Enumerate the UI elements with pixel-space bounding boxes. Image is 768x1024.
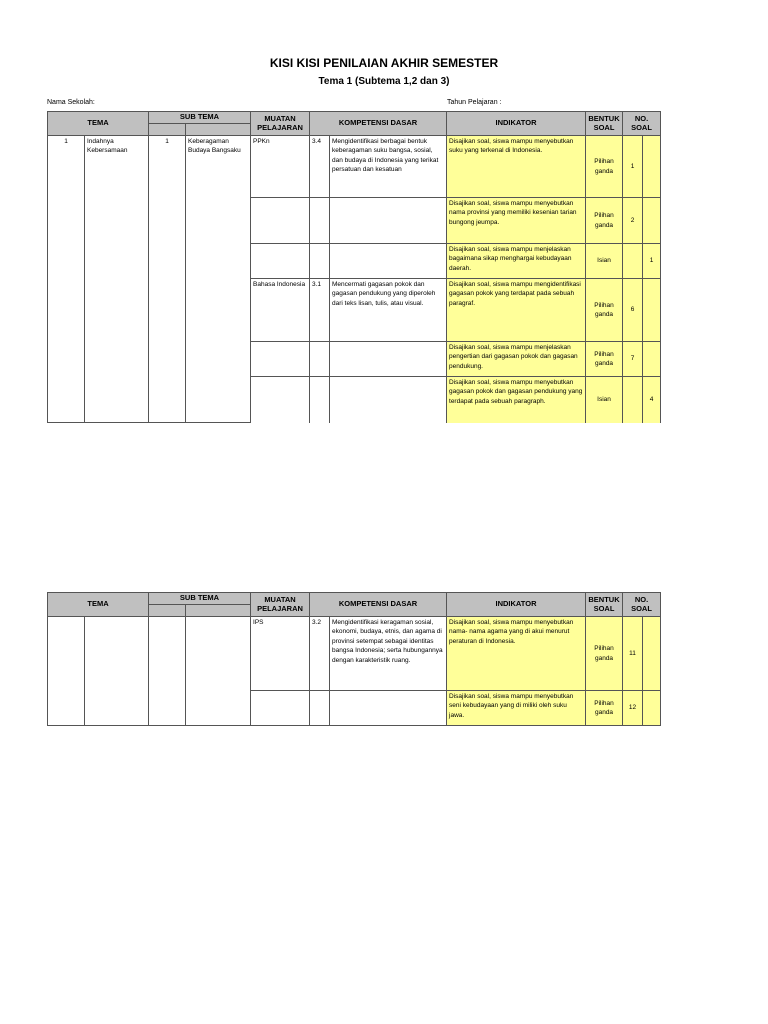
muatan-cell — [251, 198, 310, 244]
muatan-cell — [251, 342, 310, 377]
indikator-cell: Disajikan soal, siswa mampu mengidentifikasi gagasan pokok yang terdapat pada sebuah paragraf. — [447, 279, 586, 342]
school-year-label: Tahun Pelajaran : — [447, 99, 502, 106]
subtema-number — [149, 617, 186, 726]
no-soal-isian-cell — [643, 198, 661, 244]
header-no-soal: NO. SOAL — [623, 593, 661, 617]
kd-number — [310, 377, 330, 423]
indikator-cell: Disajikan soal, siswa mampu menyebutkan suku yang terkenal di Indonesia. — [447, 136, 586, 198]
header-kompetensi: KOMPETENSI DASAR — [310, 593, 447, 617]
no-soal-pg-cell: 12 — [623, 691, 643, 726]
muatan-cell — [251, 691, 310, 726]
subtema-name — [186, 617, 251, 726]
kd-number — [310, 244, 330, 279]
no-soal-pg-cell — [623, 244, 643, 279]
table-row — [48, 617, 661, 691]
kd-text — [330, 342, 447, 377]
header-sub-tema-no — [149, 605, 186, 617]
kd-number — [310, 691, 330, 726]
header-bentuk-soal: BENTUK SOAL — [586, 593, 623, 617]
kd-text — [330, 244, 447, 279]
no-soal-pg-cell — [623, 377, 643, 423]
header-no-soal: NO. SOAL — [623, 112, 661, 136]
no-soal-isian-cell — [643, 691, 661, 726]
tema-number: 1 — [48, 136, 85, 423]
tema-number — [48, 617, 85, 726]
no-soal-isian-cell — [643, 617, 661, 691]
kd-text: Mengidentifikasi keragaman sosial, ekonomi, budaya, etnis, dan agama di provinsi setempat sebagai identitas bangsa Indonesia; serta hubungannya dengan karakteristik ruang. — [330, 617, 447, 691]
indikator-cell: Disajikan soal, siswa mampu menyebutkan gagasan pokok dan gagasan pendukung yang terdapat pada sebuah paragraph. — [447, 377, 586, 423]
school-name-label: Nama Sekolah: — [47, 99, 95, 106]
no-soal-isian-cell: 1 — [643, 244, 661, 279]
tema-name: Indahnya Kebersamaan — [85, 136, 149, 423]
muatan-cell — [251, 244, 310, 279]
no-soal-pg-cell: 6 — [623, 279, 643, 342]
indikator-cell: Disajikan soal, siswa mampu menyebutkan seni kebudayaan yang di miliki oleh suku jawa. — [447, 691, 586, 726]
indikator-cell: Disajikan soal, siswa mampu menyebutkan nama- nama agama yang di akui menurut peraturan di Indonesia. — [447, 617, 586, 691]
kd-text — [330, 198, 447, 244]
header-indikator: INDIKATOR — [447, 593, 586, 617]
no-soal-pg-cell: 11 — [623, 617, 643, 691]
kd-text — [330, 377, 447, 423]
indikator-cell: Disajikan soal, siswa mampu menyebutkan nama provinsi yang memiliki kesenian tarian bungong jeumpa. — [447, 198, 586, 244]
no-soal-pg-cell: 2 — [623, 198, 643, 244]
header-bentuk-soal: BENTUK SOAL — [586, 112, 623, 136]
subtema-number: 1 — [149, 136, 186, 423]
no-soal-pg-cell: 7 — [623, 342, 643, 377]
no-soal-pg-cell: 1 — [623, 136, 643, 198]
grid-table-1 — [47, 111, 661, 423]
muatan-cell: IPS — [251, 617, 310, 691]
indikator-cell: Disajikan soal, siswa mampu menjelaskan bagaimana sikap menghargai kebudayaan daerah. — [447, 244, 586, 279]
header-tema: TEMA — [48, 593, 149, 617]
document-subtitle: Tema 1 (Subtema 1,2 dan 3) — [318, 76, 450, 87]
kd-number — [310, 342, 330, 377]
header-sub-tema: SUB TEMA — [149, 112, 251, 124]
bentuk-soal-cell: Pilihan ganda — [586, 342, 623, 377]
header-muatan: MUATAN PELAJARAN — [251, 112, 310, 136]
muatan-cell — [251, 377, 310, 423]
indikator-cell: Disajikan soal, siswa mampu menjelaskan pengertian dari gagasan pokok dan gagasan pendukung. — [447, 342, 586, 377]
kd-number: 3.2 — [310, 617, 330, 691]
bentuk-soal-cell: Isian — [586, 244, 623, 279]
header-kompetensi: KOMPETENSI DASAR — [310, 112, 447, 136]
header-sub-tema-no — [149, 124, 186, 136]
muatan-cell: Bahasa Indonesia — [251, 279, 310, 342]
header-indikator: INDIKATOR — [447, 112, 586, 136]
no-soal-isian-cell — [643, 136, 661, 198]
header-muatan: MUATAN PELAJARAN — [251, 593, 310, 617]
document-title: KISI KISI PENILAIAN AKHIR SEMESTER — [269, 56, 499, 70]
muatan-cell: PPKn — [251, 136, 310, 198]
subtema-name: Keberagaman Budaya Bangsaku — [186, 136, 251, 423]
bentuk-soal-cell: Isian — [586, 377, 623, 423]
kd-number: 3.1 — [310, 279, 330, 342]
table-row — [48, 136, 661, 198]
kd-text: Mencermati gagasan pokok dan gagasan pendukung yang diperoleh dari teks lisan, tulis, atau visual. — [330, 279, 447, 342]
bentuk-soal-cell: Pilihan ganda — [586, 279, 623, 342]
header-sub-tema: SUB TEMA — [149, 593, 251, 605]
bentuk-soal-cell: Pilihan ganda — [586, 617, 623, 691]
kd-number — [310, 198, 330, 244]
kd-number: 3.4 — [310, 136, 330, 198]
no-soal-isian-cell: 4 — [643, 377, 661, 423]
grid-table-2 — [47, 592, 661, 726]
no-soal-isian-cell — [643, 342, 661, 377]
header-tema: TEMA — [48, 112, 149, 136]
kd-text — [330, 691, 447, 726]
header-sub-tema-name — [186, 605, 251, 617]
no-soal-isian-cell — [643, 279, 661, 342]
bentuk-soal-cell: Pilihan ganda — [586, 198, 623, 244]
bentuk-soal-cell: Pilihan ganda — [586, 136, 623, 198]
kd-text: Mengidentifikasi berbagai bentuk keberagaman suku bangsa, sosial, dan budaya di Indonesia yang terikat persatuan dan kesatuan — [330, 136, 447, 198]
tema-name — [85, 617, 149, 726]
header-sub-tema-name — [186, 124, 251, 136]
bentuk-soal-cell: Pilihan ganda — [586, 691, 623, 726]
